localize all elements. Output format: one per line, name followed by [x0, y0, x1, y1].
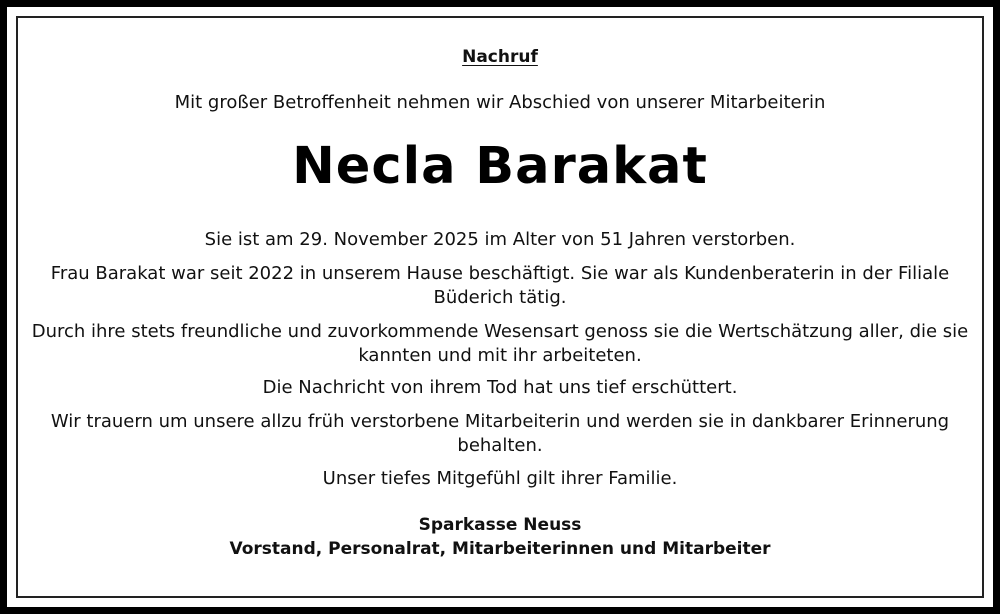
deceased-name: Necla Barakat — [292, 137, 708, 196]
paragraph-character: Durch ihre stets freundliche und zuvorkommende Wesensart genoss sie die Wertschätzung aller, die sie kannten und mit ihr arbeiteten. — [31, 321, 969, 366]
paragraph-shock: Die Nachricht von ihrem Tod hat uns tief erschüttert. — [262, 377, 738, 398]
signature-organization: Sparkasse Neuss — [418, 515, 582, 535]
intro-text: Mit großer Betroffenheit nehmen wir Abschied von unserer Mitarbeiterin — [174, 92, 826, 113]
paragraph-remembrance: Wir trauern um unsere allzu früh verstorbene Mitarbeiterin und werden sie in dankbarer Erinnerung behalten. — [50, 411, 950, 456]
paragraph-employment: Frau Barakat war seit 2022 in unserem Hause beschäftigt. Sie war als Kundenberaterin in der Filiale Büderich tätig. — [50, 263, 950, 308]
paragraph-death-date: Sie ist am 29. November 2025 im Alter von 51 Jahren verstorben. — [204, 229, 796, 250]
notice-label: Nachruf — [462, 47, 538, 67]
paragraph-condolence: Unser tiefes Mitgefühl gilt ihrer Familie. — [322, 468, 678, 489]
signature-signatories: Vorstand, Personalrat, Mitarbeiterinnen und Mitarbeiter — [229, 539, 771, 559]
